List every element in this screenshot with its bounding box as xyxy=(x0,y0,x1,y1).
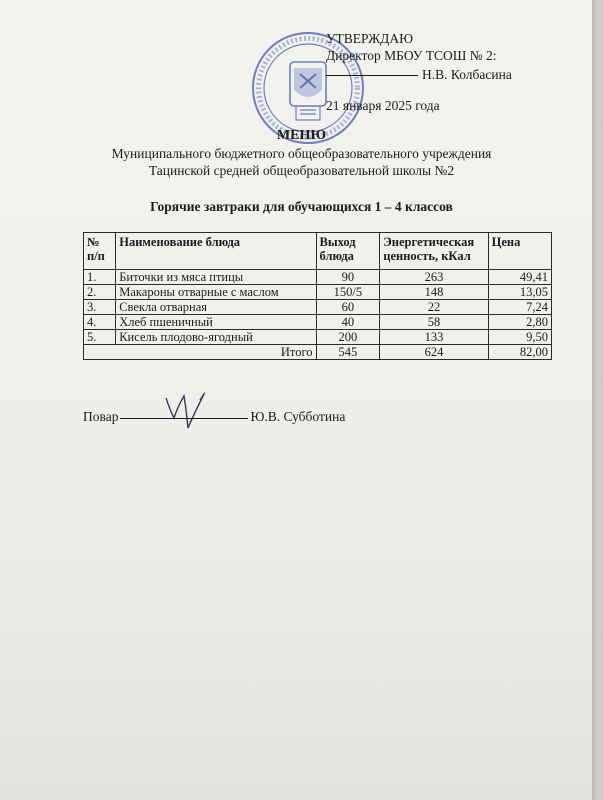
cell-price: 9,50 xyxy=(488,330,551,345)
cell-price: 2,80 xyxy=(488,315,551,330)
cook-label: Повар xyxy=(83,409,119,424)
director-signature-line xyxy=(326,66,512,83)
table-header-row xyxy=(84,233,552,270)
header-price: Цена xyxy=(488,233,551,270)
organization-line-1: Муниципального бюджетного общеобразовательного учреждения xyxy=(111,146,492,161)
cell-num: 1. xyxy=(84,270,116,285)
cell-num: 5. xyxy=(84,330,116,345)
cell-output: 60 xyxy=(316,300,380,315)
organization-line-2: Тацинской средней общеобразовательной школы №2 xyxy=(148,163,455,178)
cell-name: Кисель плодово-ягодный xyxy=(116,330,316,345)
cell-num: 4. xyxy=(84,315,116,330)
table-row xyxy=(84,315,552,330)
cell-name: Биточки из мяса птицы xyxy=(116,270,316,285)
cell-name: Хлеб пшеничный xyxy=(116,315,316,330)
table-row xyxy=(84,330,552,345)
header-energy: Энергетическая ценность, кКал xyxy=(380,233,488,270)
total-label: Итого xyxy=(84,345,317,360)
cell-output: 200 xyxy=(316,330,380,345)
approval-date: 21 января 2025 года xyxy=(326,98,440,113)
cook-signature-line xyxy=(120,418,248,419)
cell-price: 13,05 xyxy=(488,285,551,300)
table-row xyxy=(84,300,552,315)
table-row xyxy=(84,285,552,300)
director-position: Директор МБОУ ТСОШ № 2: xyxy=(326,48,497,63)
cook-name: Ю.В. Субботина xyxy=(250,409,346,424)
cell-energy: 133 xyxy=(380,330,488,345)
cell-output: 150/5 xyxy=(316,285,380,300)
menu-table xyxy=(83,232,552,360)
menu-subtitle: Горячие завтраки для обучающихся 1 – 4 классов xyxy=(150,199,453,214)
cell-energy: 58 xyxy=(380,315,488,330)
total-price: 82,00 xyxy=(488,345,551,360)
total-energy: 624 xyxy=(380,345,488,360)
cell-energy: 22 xyxy=(380,300,488,315)
page-edge xyxy=(592,0,603,800)
cell-num: 3. xyxy=(84,300,116,315)
cook-signature-block xyxy=(83,409,345,425)
total-output: 545 xyxy=(316,345,380,360)
header-num: № п/п xyxy=(84,233,116,270)
approve-word: УТВЕРЖДАЮ xyxy=(326,31,414,46)
approval-block xyxy=(326,30,512,114)
header-output: Выход блюда xyxy=(316,233,380,270)
cell-name: Макароны отварные с маслом xyxy=(116,285,316,300)
cell-price: 49,41 xyxy=(488,270,551,285)
cell-output: 40 xyxy=(316,315,380,330)
header-name: Наименование блюда xyxy=(116,233,316,270)
cell-name: Свекла отварная xyxy=(116,300,316,315)
table-total-row xyxy=(84,345,552,360)
director-name: Н.В. Колбасина xyxy=(422,67,512,82)
table-row xyxy=(84,270,552,285)
cell-price: 7,24 xyxy=(488,300,551,315)
cell-output: 90 xyxy=(316,270,380,285)
signature-underline xyxy=(326,75,418,76)
document-title: МЕНЮ xyxy=(276,128,327,143)
cell-energy: 263 xyxy=(380,270,488,285)
cell-num: 2. xyxy=(84,285,116,300)
cell-energy: 148 xyxy=(380,285,488,300)
